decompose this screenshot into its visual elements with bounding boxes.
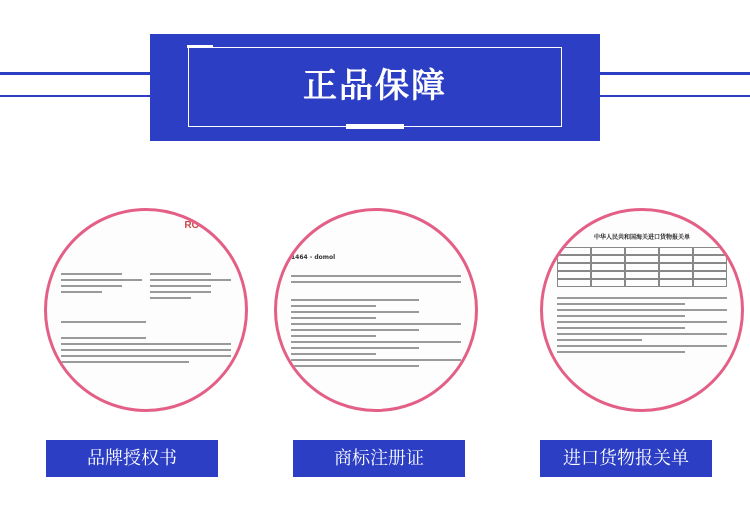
certificate-image-brand-authorization — [44, 208, 248, 412]
label-customs-declaration: 进口货物报关单 — [540, 440, 712, 477]
title-banner — [150, 34, 600, 141]
document-customs-declaration — [543, 211, 741, 409]
page-title: 正品保障 — [303, 66, 447, 106]
label-brand-authorization: 品牌授权书 — [46, 440, 218, 477]
title-deco-bottom — [346, 124, 404, 129]
certificate-image-customs-declaration — [540, 208, 744, 412]
document-trademark — [277, 211, 475, 409]
title-deco-top — [187, 45, 213, 48]
customs-doc-header: 中华人民共和国海关进口货物报关单 — [593, 234, 690, 241]
rossmann-logo: ROSSM — [184, 220, 221, 231]
document-brand-authorization — [47, 211, 245, 409]
trademark-doc-header: 1464 - domol — [291, 254, 336, 261]
label-trademark-registration: 商标注册证 — [293, 440, 465, 477]
certificate-image-trademark — [274, 208, 478, 412]
